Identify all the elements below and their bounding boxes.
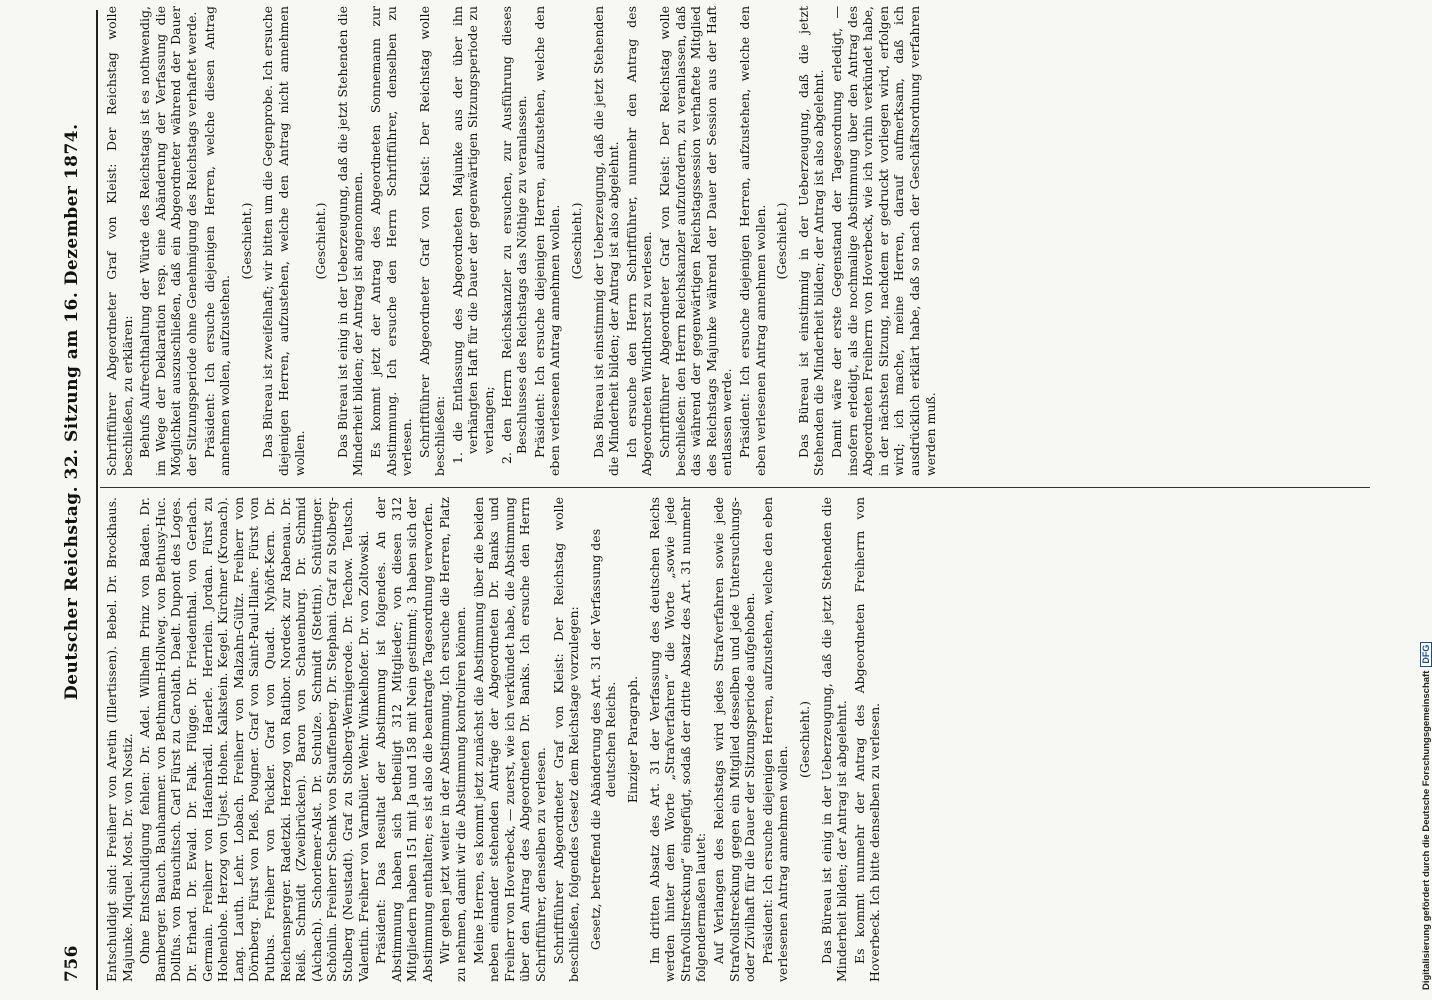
page-number: 756 [62, 945, 82, 982]
dfg-credit-text: Digitalisierung gefördert durch die Deutsche Forschungsgemeinschaft [1421, 670, 1432, 990]
centered-line: (Geschieht.) [796, 700, 812, 779]
centered-line: (Geschieht.) [313, 202, 329, 280]
paragraph: 1. die Entlassung des Abgeordneten Majunke aus der über ihn verhängten Haft für die Dauer der gegenwärtigen Sitzungsperiode zu verlangen; [449, 6, 497, 464]
paragraph: Ich ersuche den Herrn Schriftführer, nunmehr den Antrag des Abgeordneten Windthorst zu verlesen. [623, 6, 655, 476]
dfg-logo: DFG [1420, 642, 1432, 667]
paragraph: Präsident: Das Resultat der Abstimmung ist folgendes. An der Abstimmung haben sich betheiligt 312 Mitglieder; von diesen 312 Mitgliedern haben 151 mit Ja und 158 mit Nein gestimmt; 3 haben sich der Abstimmung enthalten; es ist also die beantragte Tagesordnung verworfen. [373, 497, 435, 982]
paragraph: Das Büreau ist einstimmig der Ueberzeugung, daß die jetzt Stehenden die Minderheit bilden; der Antrag ist also abgelehnt. [590, 6, 622, 476]
paragraph: Das Büreau ist zweifelhaft; wir bitten um die Gegenprobe. Ich ersuche diejenigen Herren, aufzustehen, welche den Antrag nicht annehmen wollen. [260, 6, 307, 476]
column-divider [100, 487, 1370, 488]
paragraph: Schriftführer Abgeordneter Graf von Kleist: Der Reichstag wolle beschließen, folgendes Gesetz dem Reichstage vorzulegen: [550, 497, 582, 982]
centered-line: (Geschieht.) [238, 202, 254, 280]
centered-line: (Geschieht.) [774, 202, 790, 280]
page-header [62, 0, 94, 1000]
paragraph: Präsident: Ich ersuche diejenigen Herren, aufzustehen, welche den eben verlesenen Antrag annehmen wollen. [531, 6, 563, 476]
paragraph: Es kommt nunmehr der Antrag des Abgeordneten Freiherrn von Hoverbeck. Ich bitte denselben zu verlesen. [851, 497, 883, 982]
paragraph: Behufs Aufrechthaltung der Würde des Reichstags ist es nothwendig, im Wege der Deklaration resp. eine Abänderung der Verfassung die Möglichkeit auszuschließen, daß ein Abgeordneter während der Dauer der Sitzungsperiode ohne Genehmigung des Reichstags verhaftet werde. [137, 6, 199, 476]
paragraph: Das Büreau ist einig in der Ueberzeugung, daß die jetzt Stehenden die Minderheit bilden; der Antrag ist abgelehnt. [818, 497, 850, 982]
paragraph: Wir gehen jetzt weiter in der Abstimmung. Ich ersuche die Herren, Platz zu nehmen, damit wir die Abstimmung kontroliren können. [437, 497, 469, 982]
paragraph: Das Büreau ist einig in der Ueberzeugung, daß die jetzt Stehenden die Minderheit bilden; der Antrag ist angenommen. [334, 6, 366, 476]
right-column [104, 6, 940, 476]
paragraph: Schriftführer Abgeordneter Graf von Kleist: Der Reichstag wolle beschließen: [416, 6, 448, 476]
dfg-credit [1420, 642, 1432, 990]
paragraph: Präsident: Ich ersuche diejenigen Herren, aufzustehen, welche den eben verlesenen Antrag annehmen wollen. [736, 6, 768, 476]
paragraph: Es kommt jetzt der Antrag des Abgeordneten Sonnemann zur Abstimmung. Ich ersuche den Herrn Schriftführer, denselben zu verlesen. [367, 6, 415, 476]
paragraph: Ohne Entschuldigung fehlen: Dr. Adel. Wilhelm Prinz von Baden. Dr. Bamberger. Bauch. Bauhammer. von Bethmann-Hollweg. von Bethusy-Huc. Dollfus. von Brauchitsch. Carl Fürst zu Carolath. Daelt. Dupont des Loges. Dr. Erhard. Dr. Ewald. Dr. Falk. Flügge. Dr. Friedenthal. von Gerlach. Germain. Freiherr von Hafenbrädl. Haerle. Herrlein. Jordan. Fürst zu Hohenlohe. Herzog von Ujest. Hohen. Kalkstein. Kegel. Kirchner (Kronach). Lang. Lauth. Lehr. Lobach. Freiherr von Malzahn-Gültz. Freiherr von Dörnberg. Fürst von Pleß. Pougner. Graf von Saint-Paul-Illaire. Fürst von Putbus. Freiherr von Pückler. Graf von Quadt. Nyhöft-Kern. Dr. Reichensperger. Radetzki. Herzog von Ratibor. Nordeck zur Rabenau. Dr. Reiß. Schmidt (Zweibrücken). Baron von Schauenburg. Dr. Schmid (Aichach). Schorlemer-Alst. Dr. Schulze. Schmidt (Stettin). Schüttinger. Schönlin. Freiherr Schenk von Stauffenberg. Dr. Stephani. Graf zu Stolberg-Stolberg (Neustadt). Graf zu Stolberg-Wernigerode. Dr. Techow. Teutsch. Valentin. Freiherr von Varnbüler. Wehr. Winkelhofer. Dr. von Zoltowski. [137, 497, 371, 982]
centered-line: (Geschieht.) [569, 202, 585, 280]
header-rule [96, 10, 98, 990]
paragraph: Auf Verlangen des Reichstags wird jedes Strafverfahren sowie jede Strafvollstreckung gegen ein Mitglied desselben und jede Untersuchungs- oder Zivilhaft für die Dauer der Sitzungsperiode aufgehoben. [710, 497, 758, 982]
running-title: Deutscher Reichstag. 32. Sitzung am 16. Dezember 1874. [62, 123, 82, 700]
left-column [104, 497, 885, 982]
paragraph: Präsident: Ich ersuche diejenigen Herren, welche diesen Antrag annehmen wollen, aufzustehen. [201, 6, 233, 476]
paragraph: Schriftführer Abgeordneter Graf von Kleist: Der Reichstag wolle beschließen: den Herrn Reichskanzler aufzufordern, zu veranlassen, daß das während der gegenwärtigen Reichstagssession verhaftete Mitglied des Reichstags Majunke während der Dauer der Session aus der Haft entlassen werde. [657, 6, 735, 476]
paragraph: Präsident: Ich ersuche diejenigen Herren, aufzustehen, welche den eben verlesenen Antrag annehmen wollen. [759, 497, 791, 982]
paragraph: Schriftführer Abgeordneter Graf von Kleist: Der Reichstag wolle beschließen, zu erklären: [104, 6, 135, 476]
paragraph: 2. den Herrn Reichskanzler zu ersuchen, zur Ausführung dieses Beschlusses des Reichstags das Nöthige zu veranlassen. [498, 6, 530, 464]
paragraph: Meine Herren, es kommt jetzt zunächst die Abstimmung über die beiden neben einander stehenden Anträge der Abgeordneten Dr. Banks und Freiherr von Hoverbeck, — zuerst, wie ich verkündet habe, die Abstimmung über den Antrag des Abgeordneten Dr. Banks. Ich ersuche den Herrn Schriftführer, denselben zu verlesen. [470, 497, 549, 982]
paragraph: Damit wäre der erste Gegenstand der Tagesordnung erledigt, — insofern erledigt, als die nochmalige Abstimmung über den Antrag des Abgeordneten Freiherrn von Hoverbeck, wie ich vorhin verkündet habe, in der nächsten Sitzung, nachdem er gedruckt vorliegen wird, erfolgen wird; ich mache, meine Herren, darauf aufmerksam, daß ich ausdrücklich erklärt habe, daß so nach der Geschäftsordnung verfahren werden muß. [828, 6, 938, 476]
paragraph: Entschuldigt sind: Freiherr von Aretin (Illertissen). Bebel. Dr. Brockhaus. Majunke. Miquel. Most. Dr. von Nostiz. [104, 497, 135, 982]
centered-line: Gesetz, betreffend die Abänderung des Art. 31 der Verfassung des deutschen Reichs. [587, 528, 619, 951]
paragraph: Im dritten Absatz des Art. 31 der Verfassung des deutschen Reichs werden hinter dem Worte „Strafverfahren“ die Worte „sowie jede Strafvollstreckung“ eingefügt, sodaß der dritte Absatz des Art. 31 nunmehr folgendermaßen lautet: [646, 497, 709, 982]
paragraph: Das Büreau ist einstimmig in der Ueberzeugung, daß die jetzt Stehenden die Minderheit bilden; der Antrag ist also abgelehnt. [795, 6, 827, 476]
centered-line: Einziger Paragraph. [625, 675, 640, 804]
